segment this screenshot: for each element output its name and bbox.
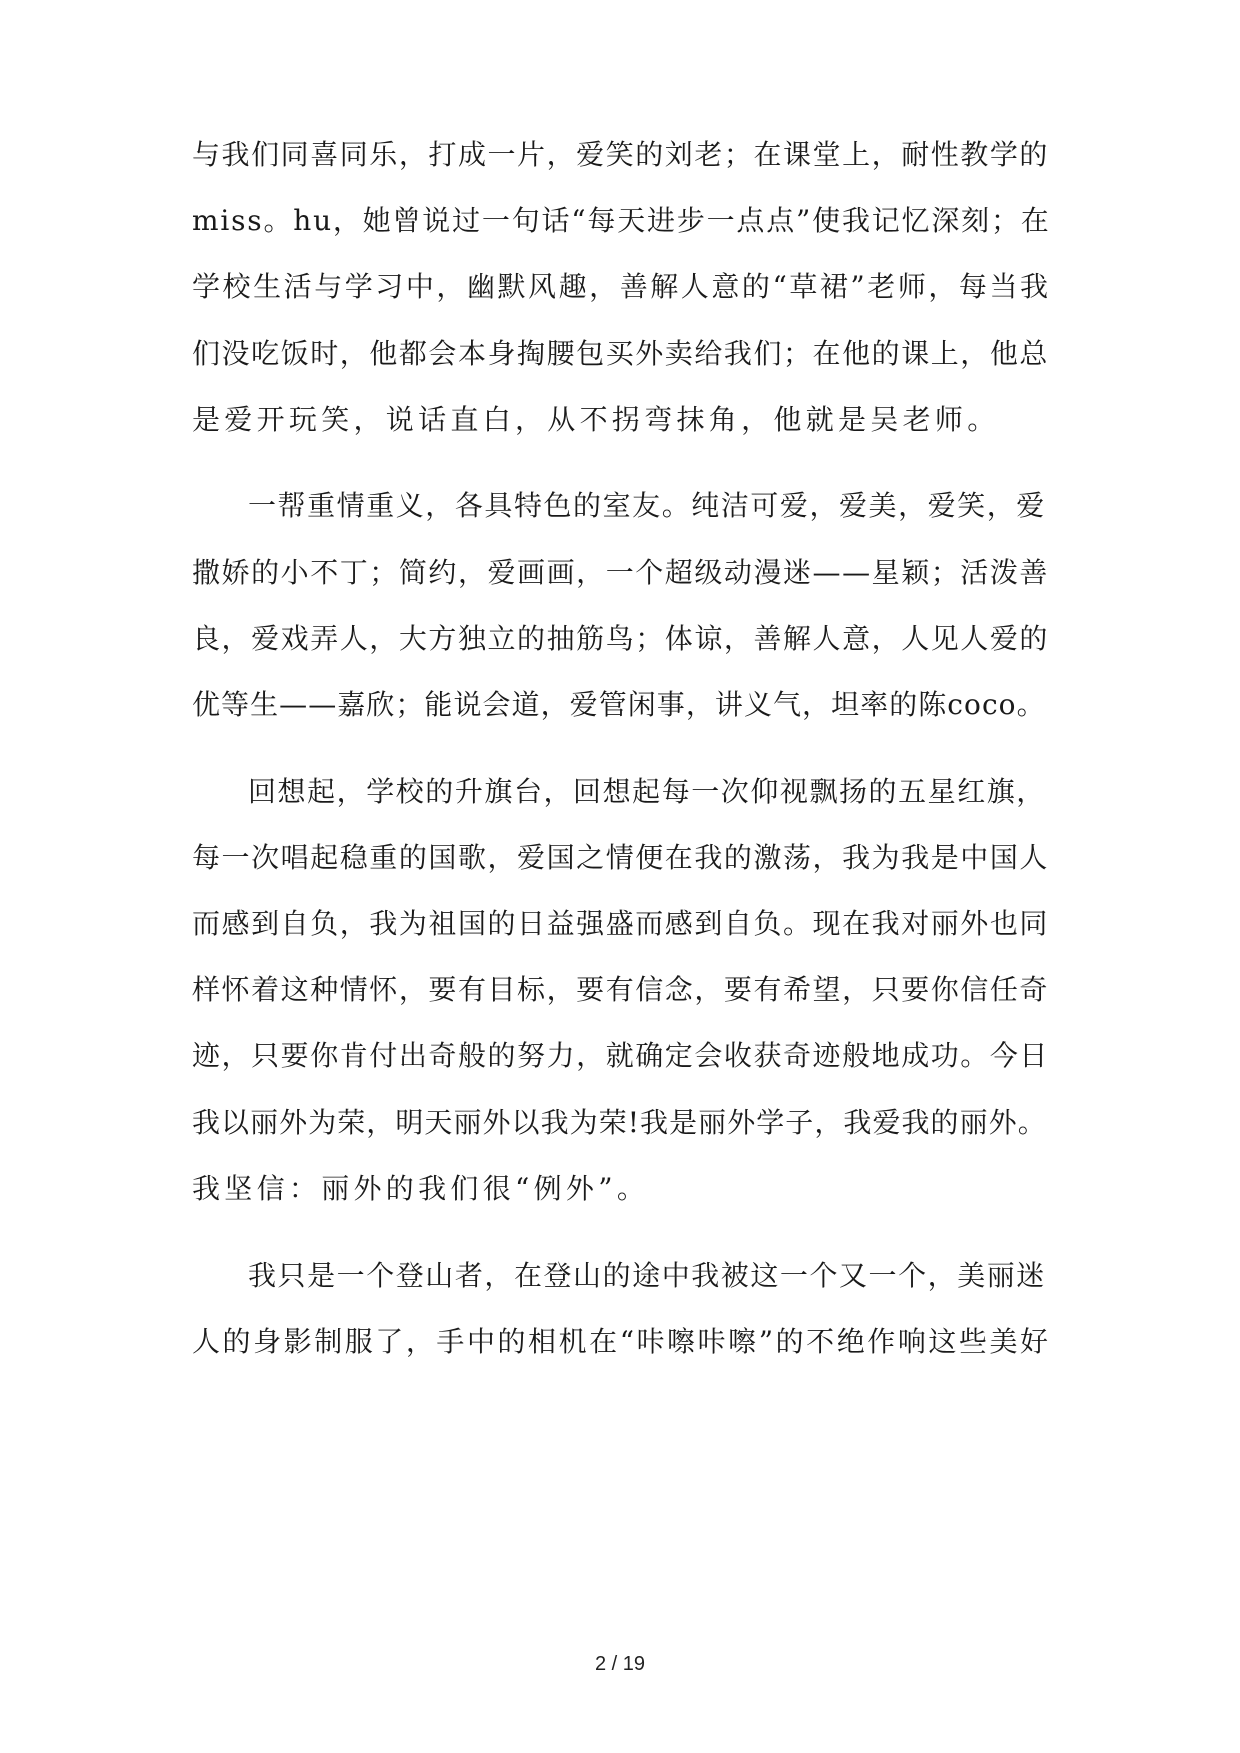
text-line: 迹，只要你肯付出奇般的努力，就确定会收获奇迹般地成功。今日	[192, 1039, 1049, 1072]
page-number: 2 / 19	[594, 1653, 646, 1675]
text-line: 我以丽外为荣，明天丽外以我为荣!我是丽外学子，我爱我的丽外。	[192, 1106, 1047, 1139]
text-line: 学校生活与学习中，幽默风趣，善解人意的“草裙”老师，每当我	[192, 270, 1051, 303]
text-line: 一帮重情重义，各具特色的室友。纯洁可爱，爱美，爱笑，爱	[248, 489, 1046, 522]
text-line: 们没吃饭时，他都会本身掏腰包买外卖给我们；在他的课上，他总	[192, 337, 1049, 370]
text-line: 是爱开玩笑，说话直白，从不拐弯抹角，他就是吴老师。	[192, 403, 1000, 436]
text-line: 良，爱戏弄人，大方独立的抽筋鸟；体谅，善解人意，人见人爱的	[192, 622, 1049, 655]
text-line: 样怀着这种情怀，要有目标，要有信念，要有希望，只要你信任奇	[192, 973, 1049, 1006]
text-line: 我只是一个登山者，在登山的途中我被这一个又一个，美丽迷	[248, 1259, 1046, 1292]
text-line: miss。hu，她曾说过一句话“每天进步一点点”使我记忆深刻；在	[192, 204, 1051, 237]
text-line: 与我们同喜同乐，打成一片，爱笑的刘老；在课堂上，耐性教学的	[192, 138, 1049, 171]
text-line: 每一次唱起稳重的国歌，爱国之情便在我的激荡，我为我是中国人	[192, 841, 1049, 874]
text-line: 回想起，学校的升旗台，回想起每一次仰视飘扬的五星红旗，	[248, 775, 1046, 808]
text-line: 人的身影制服了，手中的相机在“咔嚓咔嚓”的不绝作响这些美好	[192, 1325, 1051, 1358]
text-line: 优等生——嘉欣；能说会道，爱管闲事，讲义气，坦率的陈coco。	[192, 688, 1046, 721]
text-line: 撒娇的小不丁；简约，爱画画，一个超级动漫迷——星颖；活泼善	[192, 556, 1049, 589]
text-line: 而感到自负，我为祖国的日益强盛而感到自负。现在我对丽外也同	[192, 907, 1049, 940]
text-line: 我坚信：丽外的我们很“例外”。	[192, 1172, 650, 1205]
